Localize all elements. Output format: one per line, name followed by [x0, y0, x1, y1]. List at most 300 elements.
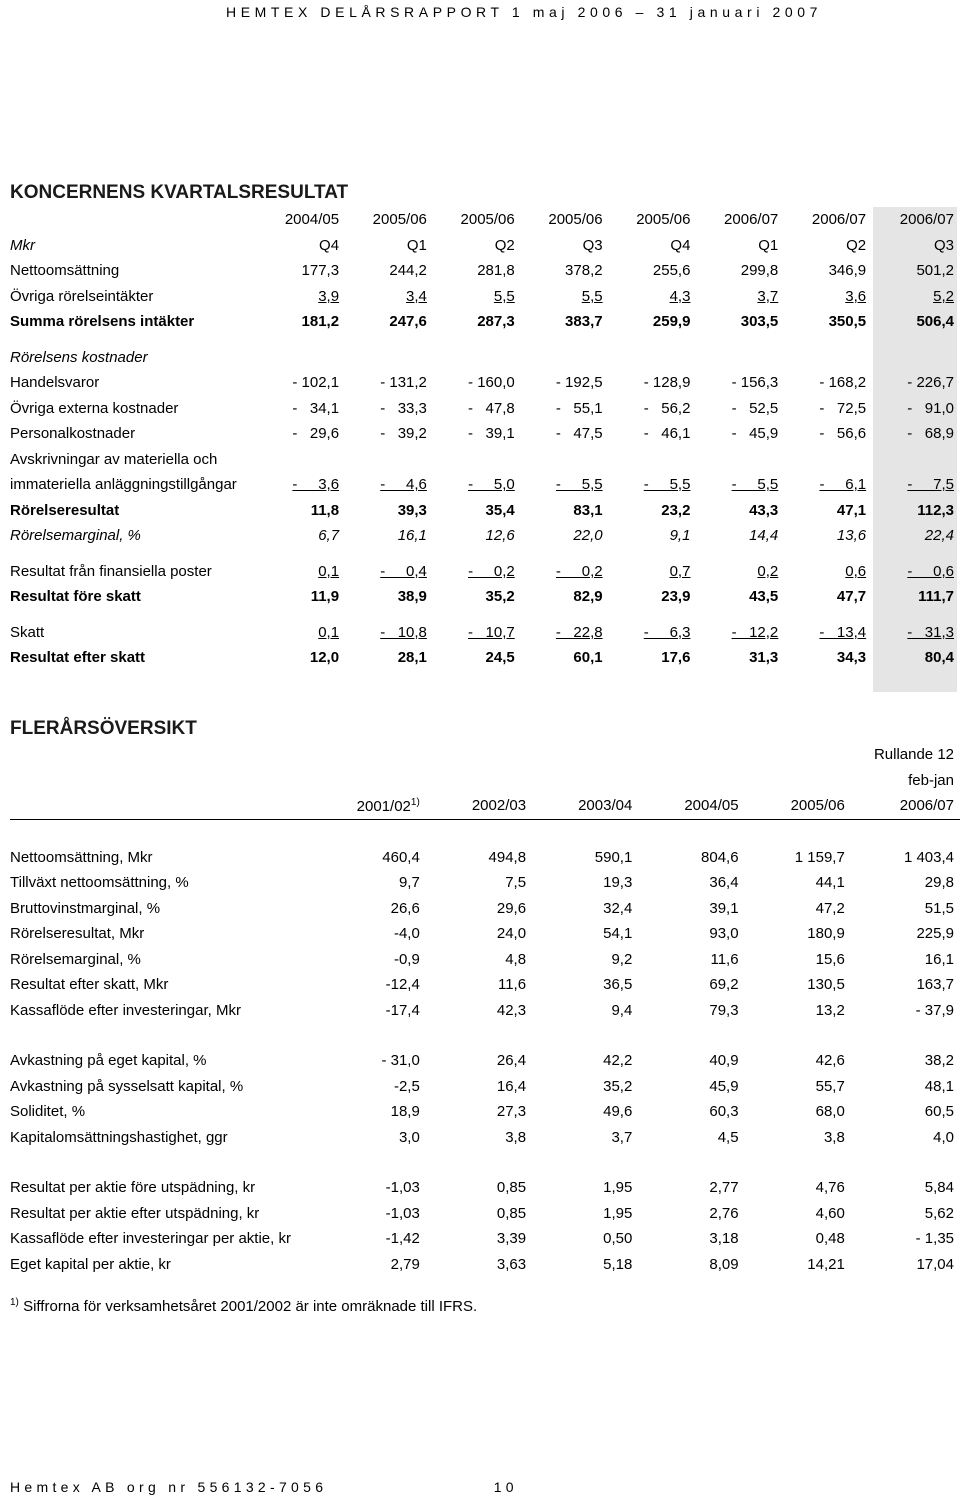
row-label: Resultat före skatt [10, 588, 141, 606]
cell-value: 17,04 [916, 1255, 954, 1273]
cell-value: -4,0 [393, 925, 420, 943]
cell-value: 0,6 [845, 562, 867, 580]
cell-value: 44,1 [815, 874, 845, 892]
row-label: Avskrivningar av materiella och [10, 450, 218, 468]
cell-value: - 131,2 [380, 374, 427, 392]
cell-value: 3,8 [823, 1128, 845, 1146]
cell-value: 590,1 [594, 848, 633, 866]
cell-value: 29,6 [496, 899, 527, 917]
row-label: Bruttovinstmarginal, % [10, 899, 161, 917]
cell-value: 31,3 [749, 649, 779, 667]
cell-value: 4,5 [717, 1128, 739, 1146]
row-label: Handelsvaror [10, 374, 100, 392]
cell-value: 0,7 [669, 562, 691, 580]
cell-value: 287,3 [477, 313, 515, 331]
cell-value: 4,60 [815, 1204, 845, 1222]
row-label: Rörelsens kostnader [10, 348, 148, 366]
cell-value: 35,2 [485, 588, 515, 606]
cell-value: 14,21 [807, 1255, 845, 1273]
rolling-row-1 [10, 742, 960, 768]
cell-value: - 55,1 [555, 399, 603, 417]
cell-value: 43,3 [749, 501, 779, 519]
cell-value: 93,0 [709, 925, 739, 943]
year-header-row [10, 793, 960, 819]
cell-value: 27,3 [496, 1103, 527, 1121]
cell-value: 47,1 [836, 501, 867, 519]
year-header: 2003/04 [578, 797, 633, 815]
cell-value: - 52,5 [731, 399, 779, 417]
cell-value: - 31,0 [381, 1052, 420, 1070]
header-years-row [10, 207, 960, 233]
year-header: 2004/05 [284, 211, 340, 229]
cell-value: 22,4 [924, 527, 954, 545]
footer-company: Hemtex AB org nr 556132-7056 [10, 1479, 328, 1495]
cell-value: 82,9 [573, 588, 603, 606]
cell-value: 28,1 [397, 649, 427, 667]
cell-value: - 0,4 [380, 562, 427, 580]
year-header: 2005/06 [372, 211, 427, 229]
cell-value: -1,42 [385, 1230, 420, 1248]
cell-value: 47,2 [815, 899, 845, 917]
cell-value: 0,85 [496, 1204, 527, 1222]
cell-value: - 3,6 [292, 476, 340, 494]
cell-value: 350,5 [828, 313, 867, 331]
cell-value: 9,2 [611, 950, 633, 968]
header-quarters-row [10, 233, 960, 259]
cell-value: 39,3 [397, 501, 427, 519]
cell-value: 6,7 [318, 527, 340, 545]
table-row [10, 1252, 960, 1278]
cell-value: 13,2 [815, 1001, 845, 1019]
row-label: Avkastning på sysselsatt kapital, % [10, 1077, 244, 1095]
cell-value: 79,3 [709, 1001, 739, 1019]
table-row [10, 284, 960, 310]
cell-value: 225,9 [916, 925, 954, 943]
cell-value: 3,63 [496, 1255, 527, 1273]
cell-value: - 7,5 [907, 476, 954, 494]
cell-value: - 39,2 [380, 425, 427, 443]
cell-value: 5,84 [924, 1179, 954, 1197]
cell-value: 0,1 [318, 623, 340, 641]
table-row [10, 1201, 960, 1227]
rolling-period: feb-jan [908, 771, 954, 789]
cell-value: - 5,5 [555, 476, 603, 494]
cell-value: 47,7 [836, 588, 867, 606]
spacer-row [10, 1023, 960, 1048]
table-row [10, 523, 960, 549]
row-label: Rörelseresultat, Mkr [10, 925, 145, 943]
footnote [10, 1297, 477, 1315]
cell-value: 244,2 [389, 262, 427, 280]
cell-value: -1,03 [385, 1179, 420, 1197]
table-row [10, 498, 960, 524]
cell-value: - 56,2 [643, 399, 691, 417]
cell-value: - 0,2 [555, 562, 603, 580]
row-label: Nettoomsättning, Mkr [10, 848, 153, 866]
cell-value: 460,4 [382, 848, 420, 866]
table-row [10, 1175, 960, 1201]
cell-value: 55,7 [815, 1077, 845, 1095]
cell-value: 60,1 [573, 649, 603, 667]
spacer-row [10, 1150, 960, 1175]
table-row [10, 972, 960, 998]
table-row [10, 370, 960, 396]
cell-value: - 12,2 [731, 623, 779, 641]
row-label: Rörelseresultat [10, 501, 120, 519]
row-label: Resultat per aktie före utspädning, kr [10, 1179, 256, 1197]
cell-value: 506,4 [916, 313, 954, 331]
quarter-header: Q2 [846, 236, 867, 254]
cell-value: 29,8 [924, 874, 954, 892]
table-row [10, 845, 960, 871]
cell-value: 23,9 [661, 588, 691, 606]
row-label: Avkastning på eget kapital, % [10, 1052, 207, 1070]
cell-value: - 102,1 [292, 374, 340, 392]
cell-value: - 34,1 [292, 399, 340, 417]
table-row [10, 421, 960, 447]
cell-value: 80,4 [924, 649, 954, 667]
row-label: immateriella anläggningstillgångar [10, 476, 237, 494]
year-header: 2002/03 [471, 797, 527, 815]
cell-value: 24,0 [496, 925, 527, 943]
cell-value: - 10,8 [380, 623, 427, 641]
row-label: Soliditet, % [10, 1103, 86, 1121]
cell-value: - 47,8 [468, 399, 515, 417]
cell-value: 24,5 [485, 649, 515, 667]
report-header: HEMTEX DELÅRSRAPPORT 1 maj 2006 – 31 januari 2007 [226, 4, 823, 20]
cell-value: 4,3 [669, 287, 691, 305]
cell-value: - 4,6 [380, 476, 427, 494]
cell-value: 16,1 [924, 950, 954, 968]
cell-value: 3,8 [505, 1128, 527, 1146]
table-row [10, 447, 960, 473]
quarter-header: Q1 [406, 236, 427, 254]
cell-value: 42,6 [815, 1052, 845, 1070]
row-label: Kassaflöde efter investeringar per aktie, kr [10, 1230, 291, 1248]
year-header: 2006/07 [811, 211, 867, 229]
spacer-row [10, 335, 960, 345]
cell-value: - 45,9 [731, 425, 779, 443]
table-row [10, 309, 960, 335]
unit-label: Mkr [10, 236, 35, 254]
table-row [10, 1074, 960, 1100]
cell-value: 0,2 [757, 562, 779, 580]
cell-value: 9,7 [398, 874, 420, 892]
cell-value: 494,8 [488, 848, 527, 866]
cell-value: 255,6 [652, 262, 691, 280]
cell-value: 3,9 [318, 287, 340, 305]
cell-value: -2,5 [393, 1077, 420, 1095]
cell-value: 5,5 [493, 287, 515, 305]
cell-value: 11,8 [310, 501, 340, 519]
cell-value: - 5,5 [731, 476, 779, 494]
cell-value: 23,2 [661, 501, 691, 519]
quarter-header: Q4 [670, 236, 691, 254]
cell-value: - 68,9 [907, 425, 954, 443]
spacer-row [10, 549, 960, 559]
table-row [10, 998, 960, 1024]
cell-value: - 156,3 [731, 374, 779, 392]
cell-value: - 5,0 [468, 476, 515, 494]
cell-value: 39,1 [709, 899, 739, 917]
cell-value: 1 403,4 [903, 848, 954, 866]
cell-value: 49,6 [603, 1103, 633, 1121]
row-label: Resultat från finansiella poster [10, 562, 212, 580]
table-row [10, 1226, 960, 1252]
cell-value: 4,76 [815, 1179, 845, 1197]
cell-value: 13,6 [836, 527, 867, 545]
cell-value: 36,4 [709, 874, 739, 892]
cell-value: - 1,35 [915, 1230, 954, 1248]
row-label: Rörelsemarginal, % [10, 950, 141, 968]
cell-value: 4,8 [505, 950, 527, 968]
table-row [10, 1099, 960, 1125]
cell-value: 501,2 [916, 262, 954, 280]
cell-value: 16,1 [397, 527, 427, 545]
cell-value: 22,0 [573, 527, 603, 545]
cell-value: 180,9 [807, 925, 845, 943]
table-row [10, 620, 960, 646]
table-row [10, 921, 960, 947]
cell-value: 5,5 [581, 287, 603, 305]
cell-value: 259,9 [652, 313, 691, 331]
cell-value: 2,77 [709, 1179, 739, 1197]
cell-value: 60,5 [924, 1103, 954, 1121]
spacer-row [10, 819, 960, 845]
cell-value: 45,9 [709, 1077, 739, 1095]
row-label: Resultat efter skatt, Mkr [10, 976, 169, 994]
table-row [10, 559, 960, 585]
row-label: Nettoomsättning [10, 262, 120, 280]
cell-value: 1,95 [603, 1204, 633, 1222]
cell-value: 3,4 [406, 287, 427, 305]
row-label: Skatt [10, 623, 45, 641]
cell-value: 12,6 [485, 527, 515, 545]
cell-value: 9,4 [611, 1001, 633, 1019]
cell-value: 11,9 [310, 588, 340, 606]
cell-value: 17,6 [661, 649, 691, 667]
page-number: 10 [493, 1479, 518, 1495]
cell-value: 1,95 [603, 1179, 633, 1197]
cell-value: - 46,1 [643, 425, 691, 443]
table-row [10, 947, 960, 973]
cell-value: 3,7 [611, 1128, 633, 1146]
cell-value: -12,4 [385, 976, 420, 994]
row-label: Eget kapital per aktie, kr [10, 1255, 171, 1273]
cell-value: 130,5 [807, 976, 845, 994]
cell-value: 16,4 [496, 1077, 527, 1095]
cell-value: 19,3 [603, 874, 633, 892]
cell-value: 378,2 [565, 262, 603, 280]
cell-value: - 160,0 [468, 374, 515, 392]
cell-value: 1 159,7 [794, 848, 845, 866]
footnote-marker: 1) [10, 1297, 19, 1308]
table-row [10, 345, 960, 371]
cell-value: 3,18 [709, 1230, 739, 1248]
rolling-label: Rullande 12 [873, 746, 954, 764]
quarter-header: Q3 [582, 236, 603, 254]
table-row [10, 396, 960, 422]
table-row [10, 1048, 960, 1074]
cell-value: 68,0 [815, 1103, 845, 1121]
cell-value: 14,4 [749, 527, 779, 545]
cell-value: -0,9 [393, 950, 420, 968]
cell-value: 112,3 [917, 501, 954, 519]
cell-value: 12,0 [309, 649, 340, 667]
cell-value: 69,2 [709, 976, 739, 994]
cell-value: - 6,1 [819, 476, 867, 494]
cell-value: - 39,1 [468, 425, 515, 443]
cell-value: 3,39 [496, 1230, 527, 1248]
row-label: Summa rörelsens intäkter [10, 313, 195, 331]
cell-value: -1,03 [385, 1204, 420, 1222]
cell-value: 281,8 [477, 262, 515, 280]
cell-value: -17,4 [385, 1001, 420, 1019]
cell-value: 60,3 [709, 1103, 739, 1121]
cell-value: 38,9 [397, 588, 427, 606]
cell-value: 11,6 [710, 950, 739, 968]
cell-value: 0,48 [815, 1230, 845, 1248]
table-row [10, 896, 960, 922]
year-header: 2005/06 [460, 211, 515, 229]
row-label: Kapitalomsättningshastighet, ggr [10, 1128, 228, 1146]
table-row [10, 645, 960, 671]
cell-value: 40,9 [709, 1052, 739, 1070]
cell-value: 83,1 [573, 501, 603, 519]
year-header: 2004/05 [684, 797, 739, 815]
cell-value: 43,5 [749, 588, 779, 606]
cell-value: - 22,8 [555, 623, 603, 641]
cell-value: 303,5 [740, 313, 779, 331]
row-label: Rörelsemarginal, % [10, 527, 141, 545]
cell-value: - 31,3 [907, 623, 954, 641]
cell-value: - 56,6 [819, 425, 867, 443]
cell-value: 36,5 [603, 976, 633, 994]
row-label: Tillväxt nettoomsättning, % [10, 874, 189, 892]
cell-value: - 128,9 [643, 374, 691, 392]
year-header: 2006/07 [724, 211, 779, 229]
quarterly-table [10, 207, 960, 671]
cell-value: - 192,5 [555, 374, 603, 392]
multi-year-title: FLERÅRSÖVERSIKT [10, 718, 197, 739]
cell-value: 2,76 [709, 1204, 739, 1222]
cell-value: 35,2 [603, 1077, 633, 1095]
table-row [10, 1125, 960, 1151]
cell-value: - 29,6 [292, 425, 340, 443]
page-footer [10, 1479, 518, 1495]
cell-value: - 33,3 [380, 399, 427, 417]
table-row [10, 584, 960, 610]
year-footnote-marker: 1) [410, 796, 420, 808]
cell-value: - 6,3 [643, 623, 691, 641]
cell-value: 9,1 [669, 527, 691, 545]
cell-value: 2,79 [390, 1255, 420, 1273]
cell-value: 3,6 [845, 287, 867, 305]
year-header: 2005/06 [636, 211, 691, 229]
cell-value: - 13,4 [819, 623, 867, 641]
cell-value: - 5,5 [643, 476, 691, 494]
year-header: 2001/02 [356, 797, 411, 815]
cell-value: 8,09 [709, 1255, 739, 1273]
cell-value: 0,1 [318, 562, 340, 580]
row-label: Resultat efter skatt [10, 649, 146, 667]
cell-value: 0,50 [603, 1230, 633, 1248]
row-label: Övriga rörelseintäkter [10, 287, 154, 305]
cell-value: - 72,5 [819, 399, 867, 417]
row-label: Övriga externa kostnader [10, 399, 179, 417]
cell-value: 181,2 [301, 313, 340, 331]
cell-value: - 37,9 [915, 1001, 954, 1019]
table-row [10, 870, 960, 896]
cell-value: 383,7 [565, 313, 603, 331]
row-label: Resultat per aktie efter utspädning, kr [10, 1204, 260, 1222]
cell-value: 3,7 [757, 287, 779, 305]
year-header: 2005/06 [790, 797, 845, 815]
cell-value: - 10,7 [468, 623, 515, 641]
quarterly-title: KONCERNENS KVARTALSRESULTAT [10, 182, 349, 203]
cell-value: 163,7 [916, 976, 954, 994]
row-label: Kassaflöde efter investeringar, Mkr [10, 1001, 241, 1019]
cell-value: 5,18 [603, 1255, 633, 1273]
rolling-row-2 [10, 768, 960, 794]
spacer-row [10, 610, 960, 620]
cell-value: 18,9 [390, 1103, 420, 1121]
cell-value: 51,5 [924, 899, 954, 917]
table-row [10, 258, 960, 284]
cell-value: 247,6 [389, 313, 427, 331]
year-header: 2005/06 [548, 211, 603, 229]
cell-value: 48,1 [924, 1077, 954, 1095]
cell-value: 5,2 [933, 287, 954, 305]
cell-value: 299,8 [740, 262, 779, 280]
cell-value: - 47,5 [555, 425, 603, 443]
cell-value: - 0,6 [907, 562, 954, 580]
cell-value: 7,5 [505, 874, 527, 892]
cell-value: 11,6 [497, 976, 527, 994]
cell-value: - 168,2 [819, 374, 867, 392]
cell-value: 15,6 [815, 950, 845, 968]
cell-value: 34,3 [836, 649, 867, 667]
year-header: 2006/07 [899, 211, 954, 229]
cell-value: 35,4 [485, 501, 515, 519]
row-label: Personalkostnader [10, 425, 136, 443]
quarter-header: Q4 [319, 236, 340, 254]
multi-year-table [10, 742, 960, 1277]
cell-value: 38,2 [924, 1052, 954, 1070]
cell-value: 111,7 [918, 588, 954, 606]
cell-value: 346,9 [828, 262, 867, 280]
year-header: 2006/07 [899, 797, 954, 815]
cell-value: 3,0 [398, 1128, 420, 1146]
quarter-header: Q1 [758, 236, 779, 254]
footnote-text: Siffrorna för verksamhetsåret 2001/2002 är inte omräknade till IFRS. [23, 1298, 478, 1315]
cell-value: 54,1 [603, 925, 633, 943]
cell-value: 42,2 [603, 1052, 633, 1070]
cell-value: 804,6 [701, 848, 739, 866]
cell-value: 26,4 [496, 1052, 527, 1070]
cell-value: 42,3 [496, 1001, 527, 1019]
cell-value: 177,3 [301, 262, 340, 280]
quarter-header: Q3 [933, 236, 954, 254]
cell-value: 26,6 [390, 899, 420, 917]
cell-value: 4,0 [933, 1128, 954, 1146]
quarter-header: Q2 [494, 236, 515, 254]
cell-value: - 91,0 [907, 399, 954, 417]
cell-value: - 0,2 [468, 562, 515, 580]
cell-value: 5,62 [924, 1204, 954, 1222]
cell-value: 32,4 [603, 899, 633, 917]
table-row [10, 472, 960, 498]
